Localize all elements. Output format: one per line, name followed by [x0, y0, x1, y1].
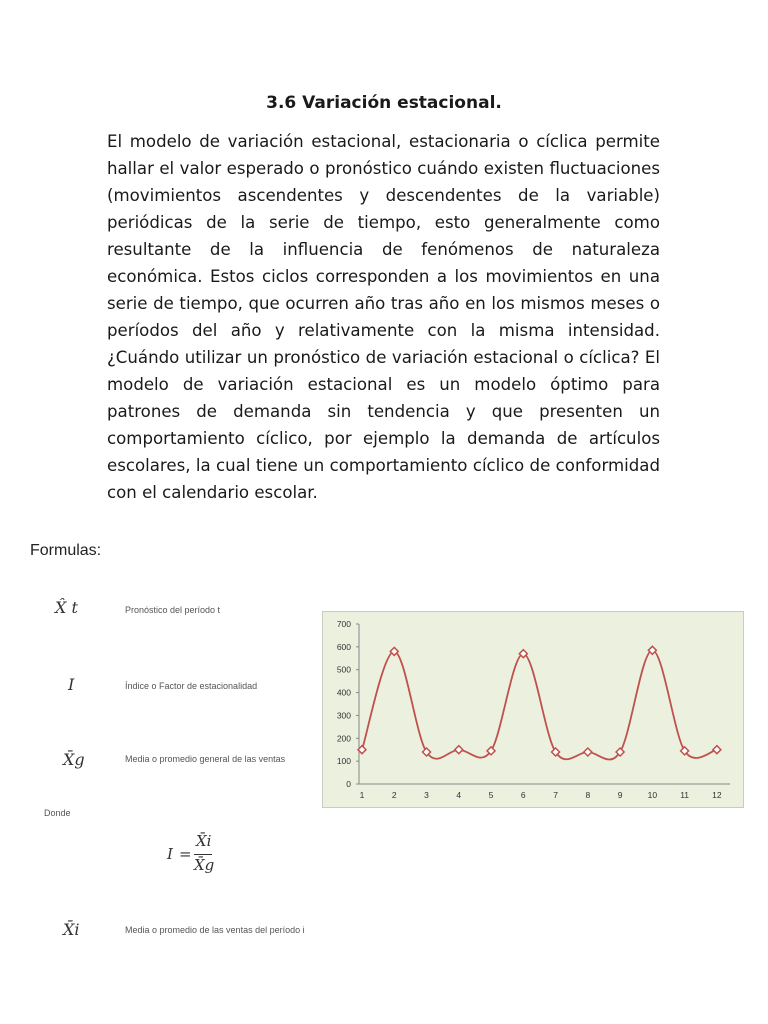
- x-tick-label: 2: [391, 790, 397, 800]
- period-mean-description: Media o promedio de las ventas del período i: [125, 925, 305, 935]
- forecast-symbol: X̂ t: [55, 598, 78, 617]
- chart-background: [323, 612, 744, 808]
- x-tick-label: 5: [488, 790, 494, 800]
- x-tick-label: 6: [520, 790, 526, 800]
- section-title: 3.6 Variación estacional.: [266, 93, 502, 113]
- x-tick-label: 4: [456, 790, 462, 800]
- index-symbol: I: [68, 675, 75, 694]
- index-description: Índice o Factor de estacionalidad: [125, 681, 258, 691]
- y-tick-label: 200: [336, 733, 351, 744]
- y-tick-label: 600: [336, 641, 351, 652]
- fraction-bar: [194, 854, 212, 855]
- x-tick-label: 3: [424, 790, 429, 800]
- x-tick-label: 7: [553, 790, 558, 800]
- x-tick-label: 1: [359, 790, 365, 800]
- donde-label: Donde: [44, 808, 71, 818]
- x-tick-label: 10: [647, 790, 658, 800]
- y-tick-label: 400: [336, 687, 351, 698]
- seasonal-demand-chart: [322, 611, 744, 808]
- formula-denominator: X̄g: [194, 856, 215, 874]
- formula-numerator: X̄i: [196, 832, 212, 850]
- general-mean-description: Media o promedio general de las ventas: [125, 754, 286, 764]
- formula-lhs: I: [167, 845, 173, 863]
- y-tick-label: 300: [336, 710, 351, 721]
- x-tick-label: 8: [585, 790, 591, 800]
- formula-equals: =: [179, 845, 192, 863]
- general-mean-symbol: X̄g: [63, 750, 85, 769]
- forecast-description: Pronóstico del período t: [125, 605, 221, 615]
- body-paragraph: El modelo de variación estacional, estacionaria o cíclica permite hallar el valor esperado o pronóstico cuándo existen fluctuaciones (movimientos ascendentes y descendentes de la variable) periódicas de la serie de tiempo, esto generalmente como resultante de la influencia de fenómenos de naturaleza económica. Estos ciclos corresponden a los movimientos en una serie de tiempo, que ocurren año tras año en los mismos meses o períodos del año y relativamente con la misma intensidad. ¿Cuándo utilizar un pronóstico de variación estacional o cíclica? El modelo de variación estacional es un modelo óptimo para patrones de demanda sin tendencia y que presenten un comportamiento cíclico, por ejemplo la demanda de artículos escolares, la cual tiene un comportamiento cíclico de conformidad con el calendario escolar.: [107, 132, 660, 502]
- x-tick-label: 9: [617, 790, 623, 800]
- period-mean-symbol: X̄i: [63, 920, 80, 939]
- y-tick-label: 500: [336, 664, 351, 675]
- formulas-heading: Formulas:: [30, 542, 102, 559]
- x-tick-label: 11: [680, 790, 690, 800]
- y-tick-label: 100: [336, 756, 351, 767]
- y-tick-label: 0: [346, 779, 351, 789]
- y-tick-label: 700: [336, 619, 351, 629]
- x-tick-label: 12: [712, 790, 722, 800]
